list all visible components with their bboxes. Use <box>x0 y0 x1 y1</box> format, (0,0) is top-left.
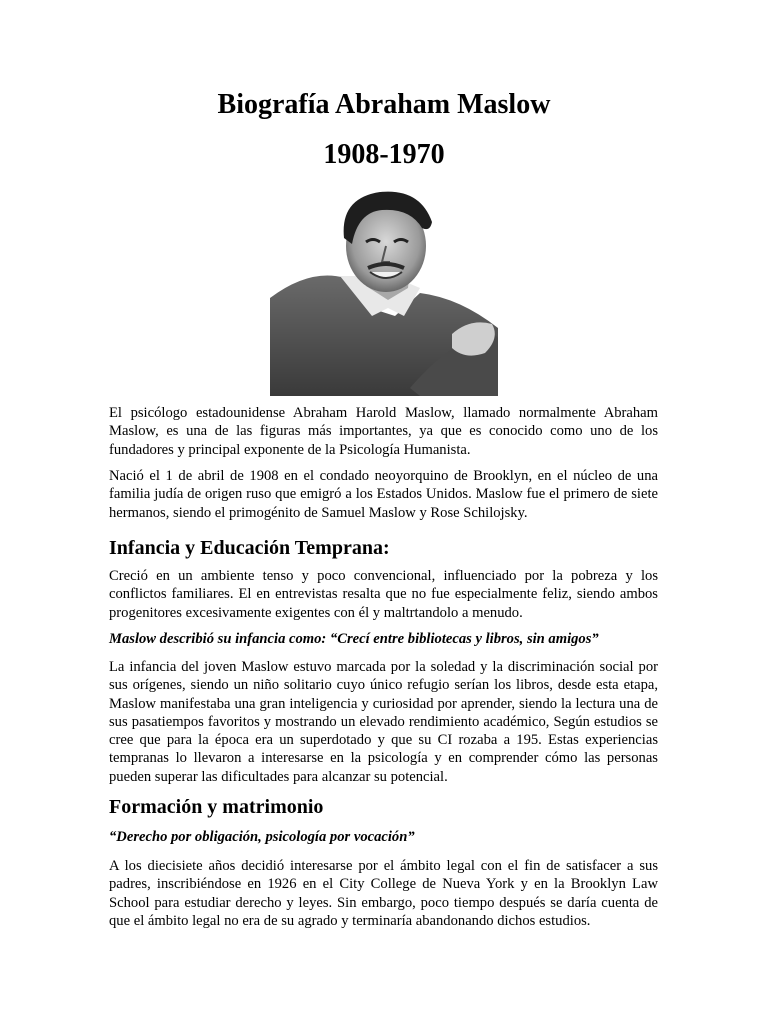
intro-paragraph-1: El psicólogo estadounidense Abraham Harold Maslow, llamado normalmente Abraham Maslow, es una de las figuras más importantes, ya que es conocido como uno de los fundadores y principal exponente de la Psicología Humanista. <box>109 405 658 458</box>
education-quote: “Derecho por obligación, psicología por vocación” <box>109 829 415 845</box>
portrait-photo <box>270 188 498 396</box>
page-title: Biografía Abraham Maslow <box>217 89 551 120</box>
section-heading-childhood: Infancia y Educación Temprana: <box>109 537 390 559</box>
childhood-quote: Maslow describió su infancia como: “Crecí entre bibliotecas y libros, sin amigos” <box>109 631 599 647</box>
intro-paragraph-2: Nació el 1 de abril de 1908 en el condado neoyorquino de Brooklyn, en el núcleo de una familia judía de origen ruso que emigró a los Estados Unidos. Maslow fue el primero de siete hermanos, siendo el primogénito de Samuel Maslow y Rose Schilojsky. <box>109 468 658 521</box>
childhood-paragraph-2: La infancia del joven Maslow estuvo marcada por la soledad y la discriminación social por sus orígenes, siendo un niño solitario cuyo único refugio serían los libros, desde esta etapa, Maslow manifestaba una gran inteligencia y curiosidad por aprender, siendo la lectura una de sus pasatiempos favoritos y mostrando un elevado rendimiento académico, Según estudios se cree que para la época era un superdotado y que su CI rozaba a 195. Estas experiencias tempranas lo llevaron a interesarse en la psicología y en comprender cómo las personas pueden superar las dificultades para alcanzar su potencial. <box>109 659 658 785</box>
section-heading-education: Formación y matrimonio <box>109 796 324 818</box>
childhood-paragraph-1: Creció en un ambiente tenso y poco convencional, influenciado por la pobreza y los conflictos familiares. El en entrevistas resalta que no fue especialmente feliz, siendo ambos progenitores excesivamente exigentes con él y maltrtandolo a menudo. <box>109 568 658 621</box>
education-paragraph-1: A los diecisiete años decidió interesarse por el ámbito legal con el fin de satisfacer a sus padres, inscribiéndose en 1926 en el City College de Nueva York y en la Brooklyn Law School para estudiar derecho y leyes. Sin embargo, poco tiempo después se daría cuenta de que el ámbito legal no era de su agrado y terminaría abandonando dichos estudios. <box>109 858 658 929</box>
page-subtitle-years: 1908-1970 <box>323 139 445 170</box>
